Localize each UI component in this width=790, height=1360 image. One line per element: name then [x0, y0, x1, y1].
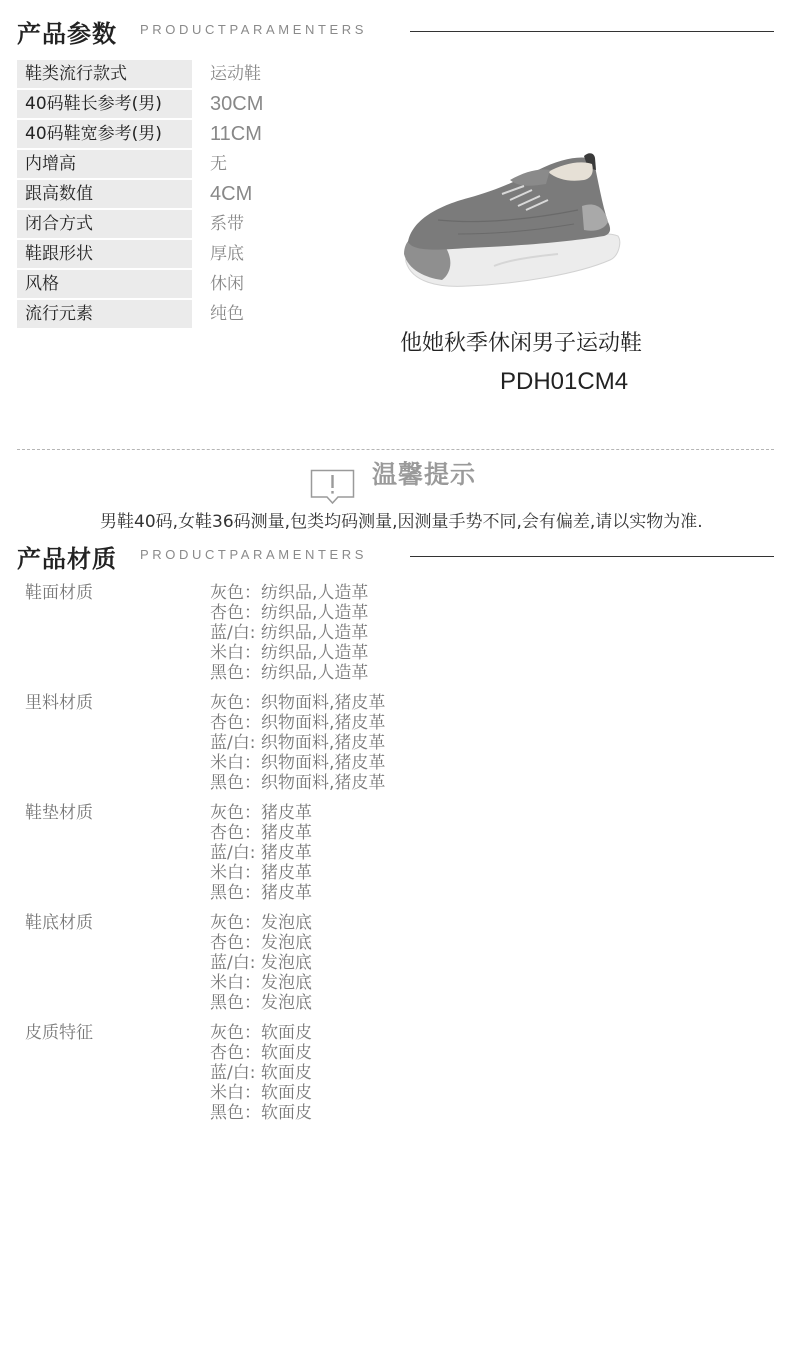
material-line: 灰色：猪皮革 — [210, 803, 312, 823]
material-line: 杏色：发泡底 — [210, 933, 312, 953]
exclamation-speech-bubble-icon — [310, 469, 355, 505]
header-rule — [410, 31, 774, 32]
dashed-divider — [17, 449, 774, 450]
param-key: 40码鞋长参考(男) — [17, 90, 192, 118]
material-label: 里料材质 — [25, 693, 93, 713]
product-params-header — [17, 6, 774, 46]
tip-text: 男鞋40码,女鞋36码测量,包类均码测量,因测量手势不同,会有偏差,请以实物为准. — [100, 512, 703, 532]
param-key: 风格 — [17, 270, 192, 298]
material-label: 鞋底材质 — [25, 913, 93, 933]
params-table — [17, 60, 347, 330]
param-value: 纯色 — [210, 304, 244, 324]
material-line: 杏色：猪皮革 — [210, 823, 312, 843]
material-line: 灰色：软面皮 — [210, 1023, 312, 1043]
material-line: 米白：发泡底 — [210, 973, 312, 993]
param-key: 跟高数值 — [17, 180, 192, 208]
material-line: 灰色：发泡底 — [210, 913, 312, 933]
param-key: 内增高 — [17, 150, 192, 178]
header-rule — [410, 556, 774, 557]
material-line: 米白：软面皮 — [210, 1083, 312, 1103]
material-group — [25, 583, 765, 683]
material-group — [25, 913, 765, 1013]
param-key: 流行元素 — [17, 300, 192, 328]
param-row — [17, 240, 347, 268]
param-value: 无 — [210, 154, 227, 174]
param-row — [17, 120, 347, 148]
product-materials-header — [17, 531, 774, 571]
section-subtitle: PRODUCTPARAMENTERS — [140, 547, 368, 562]
section-title: 产品参数 — [17, 20, 117, 48]
param-row — [17, 210, 347, 238]
material-line: 杏色：织物面料,猪皮革 — [210, 713, 386, 733]
material-line: 米白：猪皮革 — [210, 863, 312, 883]
param-value: 休闲 — [210, 274, 244, 294]
material-line: 杏色：纺织品,人造革 — [210, 603, 369, 623]
param-value: 厚底 — [210, 244, 244, 264]
param-value: 30CM — [210, 93, 264, 115]
material-line: 灰色：织物面料,猪皮革 — [210, 693, 386, 713]
param-value: 11CM — [210, 123, 262, 145]
material-line: 黑色：软面皮 — [210, 1103, 312, 1123]
param-row — [17, 150, 347, 178]
param-value: 运动鞋 — [210, 64, 261, 84]
materials-list — [25, 583, 765, 1123]
material-line: 蓝/白: 纺织品,人造革 — [210, 623, 369, 643]
material-line: 黑色：纺织品,人造革 — [210, 663, 369, 683]
material-line: 灰色：纺织品,人造革 — [210, 583, 369, 603]
section-subtitle: PRODUCTPARAMENTERS — [140, 22, 368, 37]
material-line: 黑色：织物面料,猪皮革 — [210, 773, 386, 793]
material-line: 蓝/白: 软面皮 — [210, 1063, 312, 1083]
param-key: 鞋跟形状 — [17, 240, 192, 268]
param-row — [17, 60, 347, 88]
material-group — [25, 803, 765, 903]
material-label: 鞋垫材质 — [25, 803, 93, 823]
param-row — [17, 180, 347, 208]
material-line: 黑色：发泡底 — [210, 993, 312, 1013]
param-value: 系带 — [210, 214, 244, 234]
param-key: 闭合方式 — [17, 210, 192, 238]
param-row — [17, 90, 347, 118]
material-label: 鞋面材质 — [25, 583, 93, 603]
shoe-image — [398, 150, 623, 295]
material-label: 皮质特征 — [25, 1023, 93, 1043]
section-title: 产品材质 — [17, 545, 117, 573]
material-line: 杏色：软面皮 — [210, 1043, 312, 1063]
material-group — [25, 1023, 765, 1123]
material-group — [25, 693, 765, 793]
material-line: 蓝/白: 猪皮革 — [210, 843, 312, 863]
param-key: 40码鞋宽参考(男) — [17, 120, 192, 148]
product-code: PDH01CM4 — [500, 368, 629, 395]
tip-title: 温馨提示 — [372, 460, 477, 489]
param-value: 4CM — [210, 183, 253, 205]
material-line: 蓝/白: 织物面料,猪皮革 — [210, 733, 386, 753]
param-row — [17, 300, 347, 328]
material-line: 米白：纺织品,人造革 — [210, 643, 369, 663]
param-row — [17, 270, 347, 298]
material-line: 米白：织物面料,猪皮革 — [210, 753, 386, 773]
material-line: 黑色：猪皮革 — [210, 883, 312, 903]
param-key: 鞋类流行款式 — [17, 60, 192, 88]
product-name: 他她秋季休闲男子运动鞋 — [400, 331, 643, 356]
material-line: 蓝/白: 发泡底 — [210, 953, 312, 973]
